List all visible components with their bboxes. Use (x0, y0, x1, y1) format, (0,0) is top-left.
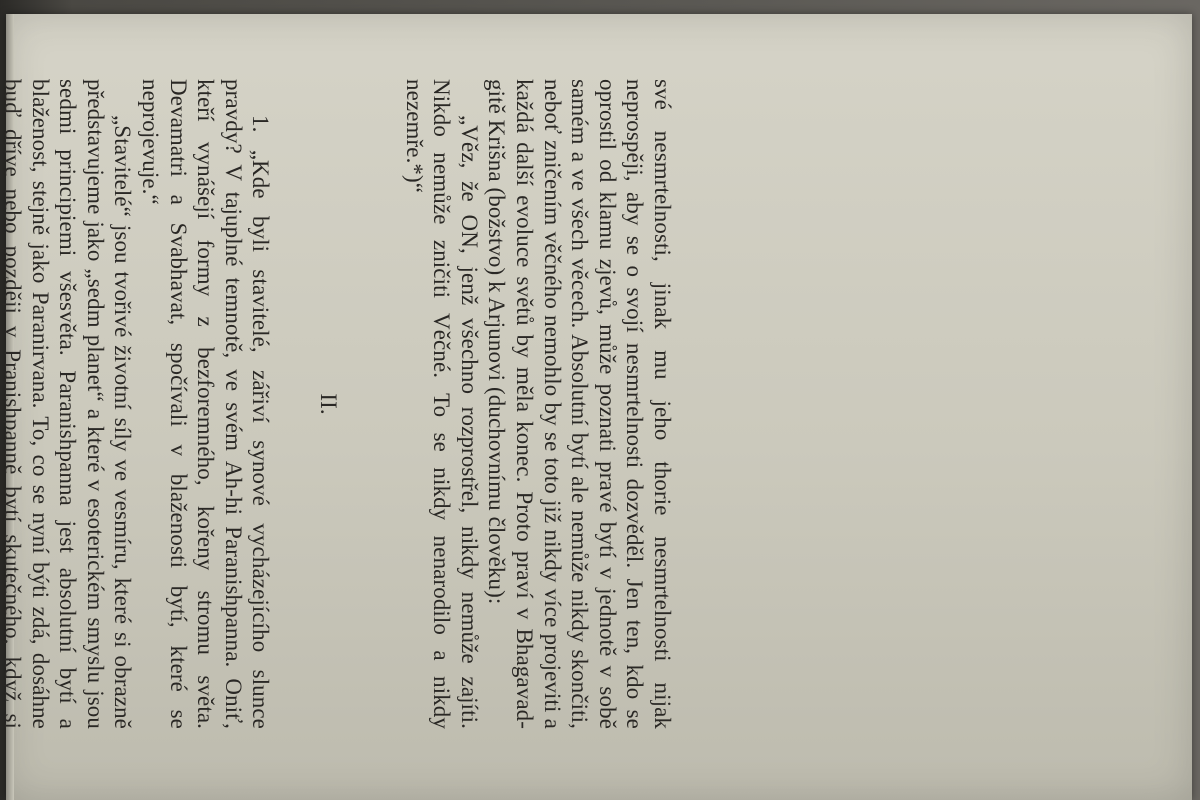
book-page (0, 14, 1192, 800)
paragraph-section-2: „Stavitelé“ jsou tvořivé životní síly ve vesmíru, které si obrazně představujeme jako „sedm planet“ a které v esoterickém smyslu jsou sedmi principiemi všesvěta. Paranishpanna jest absolutní bytí a blaženost, stejně jako Paranirvana. To, co se nyní býti zdá, dosáhne buď dříve nebo později v Pranishpanně bytí skutečného, když si (0, 79, 136, 729)
section-number: II. (316, 393, 342, 415)
paragraph-top-2: „Věz, že ON, jenž všechno rozprostřel, nikdy nemůže zajíti. Nikdo nemůže zničiti Věčné. To se nikdy nenarodilo a nikdy nezemře.*)“ (401, 79, 482, 729)
rotated-text-block (0, 79, 676, 729)
paragraph-top-1: své nesmrtelnosti, jinak mu jeho thorie nesmrtelnosti nijak neprospěji, aby se o svojí nesmrtelnosti dozvěděl. Jen ten, kdo se oprostil od klamu zjevů, může poznati pravé bytí v jednotě v sobě samém a ve všech věcech. Absolutní bytí ale nemůže nikdy skončiti, neboť zničením věčného nemohlo by se toto již nikdy více projeviti a každá další evoluce světů by měla konec. Proto praví v Bhagavad-gitě Krišna (božstvo) k Arjunovi (duchovnímu člověku): (484, 79, 675, 729)
paragraph-section-1: 1. „Kde byli stavitelé, zářiví synové vycházejícího slunce pravdy? V tajuplné temnotě, ve svém Ah-hi Paranishpanna. Oniť, kteří vynášejí formy z bezforemného, kořeny stromu světa. Devamatri a Svabhavat, spočívali v blaženosti bytí, které se neprojevuje.“ (138, 79, 274, 729)
